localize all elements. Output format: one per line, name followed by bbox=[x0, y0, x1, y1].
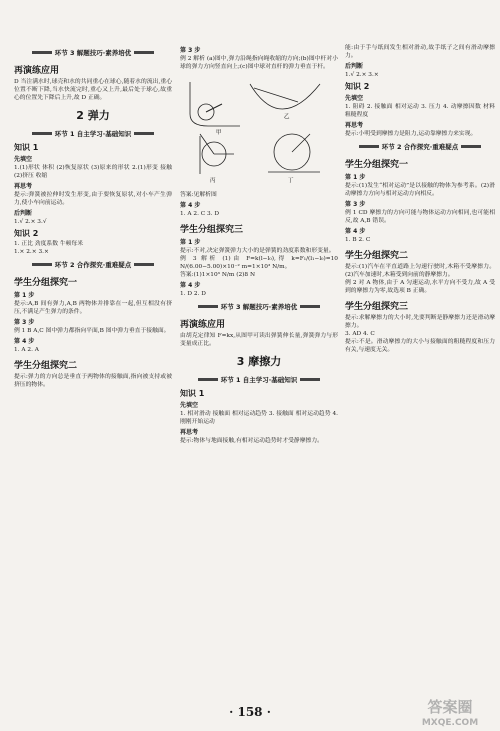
paragraph: 提示:(1)发生“相对运动”是以接触的物体为参考系。(2)滑动摩擦力方向与相对运动方向相反。 bbox=[345, 183, 495, 197]
label: 先填空 bbox=[180, 402, 199, 409]
paragraph: 1. 正比 劲度系数 牛顿每米 bbox=[14, 241, 84, 247]
step-label: 第 4 步 bbox=[345, 228, 366, 235]
section-header: 环节 3 解题技巧·素养培优 bbox=[180, 300, 338, 313]
label: 先填空 bbox=[345, 95, 364, 102]
step-label: 第 4 步 bbox=[180, 282, 201, 289]
page-number: · 158 · bbox=[229, 705, 271, 719]
heading: 学生分组探究三 bbox=[180, 225, 244, 235]
section-header: 环节 3 解题技巧·素养培优 bbox=[14, 46, 172, 59]
step-label: 第 3 步 bbox=[345, 201, 366, 208]
force-diagram bbox=[180, 74, 338, 188]
paragraph: 能:由于手与纸间发生相对滑动,故手纸子之间有滑动摩擦力。 bbox=[345, 45, 495, 59]
chapter-title: 3 摩擦力 bbox=[236, 355, 282, 368]
step-label: 第 1 步 bbox=[345, 174, 366, 181]
paragraph: 提示:物体与地面接触,有相对运动趋势时才受静摩擦力。 bbox=[180, 438, 323, 444]
step-label: 第 4 步 bbox=[180, 202, 201, 209]
paragraph: 提示:(1)汽车在平直道路上匀速行驶时,木箱不受摩擦力。(2)汽车加速时,木箱受到向前的静摩擦力。 bbox=[345, 264, 495, 278]
heading: 学生分组探究三 bbox=[345, 302, 409, 312]
watermark-logo bbox=[404, 695, 496, 729]
heading: 再演练应用 bbox=[180, 320, 226, 330]
knowledge-heading: 知识 2 bbox=[14, 229, 39, 238]
physics-figure bbox=[180, 74, 338, 184]
paragraph: 由胡克定律知 F=kx,从图甲可读出弹簧伸长量,弹簧弹力与形变量成正比。 bbox=[180, 333, 338, 347]
svg-text:答案圈: 答案圈 bbox=[427, 698, 473, 716]
figure-label: 丁 bbox=[288, 178, 294, 184]
step-label: 第 3 步 bbox=[14, 319, 35, 326]
label: 后判断 bbox=[345, 63, 364, 70]
chapter-title: 2 弹力 bbox=[76, 109, 110, 122]
figure-label: 丙 bbox=[210, 178, 216, 184]
column-left bbox=[14, 44, 172, 695]
step-label: 第 1 步 bbox=[180, 239, 201, 246]
section-header: 环节 2 合作探究·重难疑点 bbox=[14, 258, 172, 271]
paragraph: 提示:小明受到摩擦力是阻力,运动靠摩擦力来实现。 bbox=[345, 131, 477, 137]
paragraph: D 当注满水时,球壳和水的共同重心在球心,随着水的流出,重心位置不断下降,当水快流完时,重心又上升,最后处于球心,故重心的位置先下降后上升,故 D 正确。 bbox=[14, 79, 172, 101]
paragraph: 提示:求解摩擦力的大小时,先要判断是静摩擦力还是滑动摩擦力。 bbox=[345, 315, 495, 329]
answers: 1.√ 2.× 3.× bbox=[345, 72, 379, 78]
section-header: 环节 1 自主学习·基础知识 bbox=[180, 373, 338, 386]
label: 再思考 bbox=[14, 183, 33, 190]
step-label: 第 1 步 bbox=[14, 292, 35, 299]
paragraph: 1.(1)形状 体积 (2)恢复原状 (3)原来的形状 2.(1)形变 接触 (2)挤压 收缩 bbox=[14, 165, 172, 179]
paragraph: 1. 阻碍 2. 接触面 相对运动 3. 压力 4. 动摩擦因数 材料 粗糙程度 bbox=[345, 104, 495, 118]
paragraph: 答案:(1)1×10³ N/m (2)8 N bbox=[180, 272, 256, 278]
figure-label: 乙 bbox=[284, 114, 290, 120]
paragraph: 提示:不对,决定弹簧弹力大小的是弹簧的劲度系数和形变量。 bbox=[180, 248, 335, 254]
paragraph: 1. 相对滑动 接触面 相对运动趋势 3. 接触面 相对运动趋势 4. 刚刚开始运动 bbox=[180, 411, 338, 425]
paragraph: 例 3 解析 (1)由 F=k(l−l₀),得 k=F₁/(l₁−l₀)=10 N/(6.00−5.00)×10⁻² m=1×10³ N/m。 bbox=[180, 256, 338, 270]
label: 再思考 bbox=[345, 122, 364, 129]
paragraph: 例 1 CD 摩擦力的方向可能与物体运动方向相同,也可能相反,故 A,B 错误。 bbox=[345, 210, 495, 224]
step-label: 第 3 步 bbox=[180, 47, 201, 54]
paragraph: 例 2 对 A 物体,由于 A 匀速运动,水平方向不受力,故 A 受到的摩擦力为零,故选项 B 正确。 bbox=[345, 280, 495, 294]
column-right bbox=[345, 44, 495, 695]
answers: 1. A 2. A bbox=[14, 347, 39, 353]
heading: 再演练应用 bbox=[14, 66, 60, 76]
paragraph: 提示:不是。滑动摩擦力的大小与接触面的粗糙程度和压力有关,与速度无关。 bbox=[345, 339, 495, 353]
rod bbox=[254, 88, 298, 102]
incline-surface bbox=[190, 82, 240, 126]
heading: 学生分组探究二 bbox=[345, 251, 409, 261]
paragraph: 例 1 B A,C 图中弹力都指向平面,B 图中弹力垂直于接触面。 bbox=[14, 328, 170, 334]
label: 后判断 bbox=[14, 210, 33, 217]
answers: 1.× 2.× 3.× bbox=[14, 249, 49, 255]
label: 再思考 bbox=[180, 429, 199, 436]
column-middle bbox=[180, 44, 338, 695]
section-header: 环节 2 合作探究·重难疑点 bbox=[345, 140, 495, 153]
figure-label: 甲 bbox=[216, 130, 222, 136]
answers: 1. A 2. C 3. D bbox=[180, 211, 220, 217]
heading: 学生分组探究一 bbox=[14, 278, 78, 288]
heading: 学生分组探究一 bbox=[345, 160, 409, 170]
answers: 1. D 2. D bbox=[180, 291, 206, 297]
knowledge-heading: 知识 2 bbox=[345, 82, 370, 91]
answers: 3. AD 4. C bbox=[345, 331, 375, 337]
paragraph: 提示:弹簧被拉伸时发生形变,由于要恢复原状,对小车产生弹力,使小车向前运动。 bbox=[14, 192, 172, 206]
paragraph: 例 2 解析 (a)图中,弹力沿绳指向绳收缩的方向;(b)图中杆对小球的弹力方向竖直向上;(c)图中球对直杆的弹力垂直于杆。 bbox=[180, 56, 338, 70]
section-header: 环节 1 自主学习·基础知识 bbox=[14, 127, 172, 140]
svg-text:MXQE.COM: MXQE.COM bbox=[421, 718, 479, 728]
paragraph: 提示:弹力的方向总是垂直于两物体的接触面,指向被支持或被挤压的物体。 bbox=[14, 374, 172, 388]
heading: 学生分组探究二 bbox=[14, 361, 78, 371]
knowledge-heading: 知识 1 bbox=[14, 143, 39, 152]
label: 先填空 bbox=[14, 156, 33, 163]
bowl-surface bbox=[250, 84, 320, 109]
paragraph: 提示:A,B 间有弹力,A,B 两物体并排靠在一起,但互相没有挤压,不满足产生弹力的条件。 bbox=[14, 301, 172, 315]
caption: 答案:见解析图 bbox=[180, 192, 217, 198]
step-label: 第 4 步 bbox=[14, 338, 35, 345]
answers: 1.√ 2.× 3.√ bbox=[14, 219, 47, 225]
answers: 1. B 2. C bbox=[345, 237, 371, 243]
knowledge-heading: 知识 1 bbox=[180, 389, 205, 398]
